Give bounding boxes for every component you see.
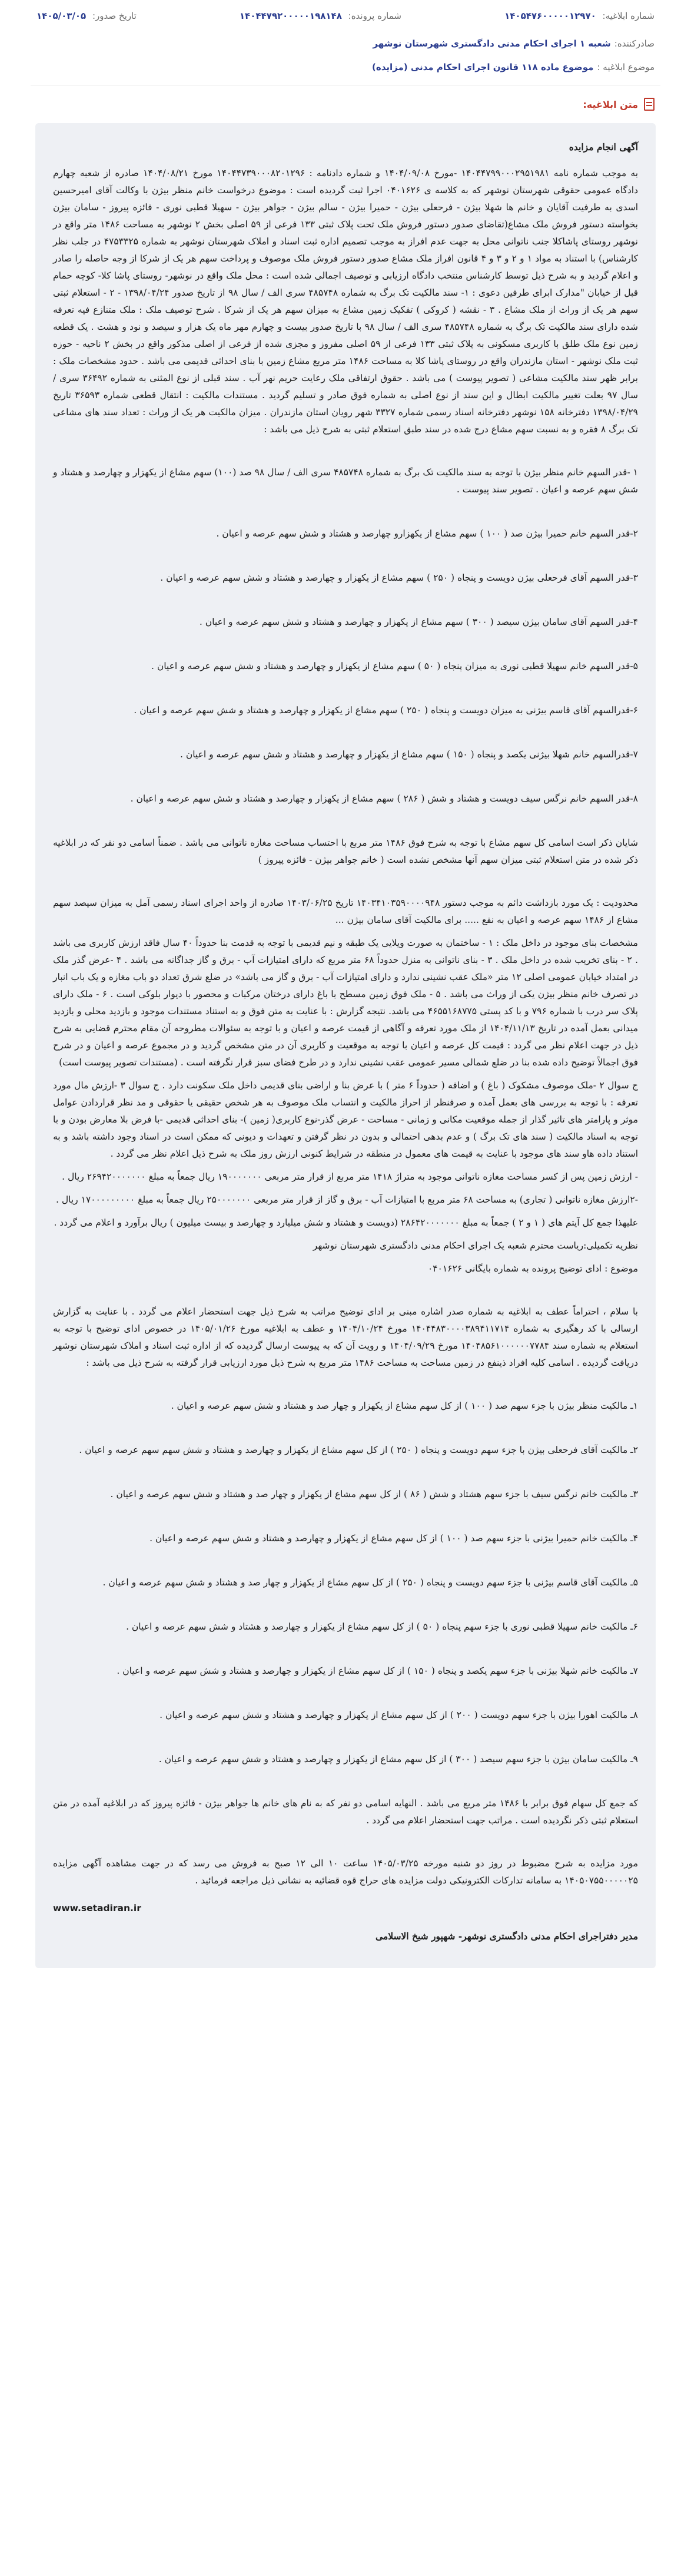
restriction-paragraph: محدودیت : یک مورد بازداشت دائم به موجب دستور ۱۴۰۳۴۱۰۳۵۹۰۰۰۰۹۴۸ تاریخ ۱۴۰۳/۰۶/۲۵ صادره از واحد اجرای اسناد رسمی آمل به میزان سیصد سهم مشاع از ۱۴۸۶ سهم عرصه و اعیان به نفع ..... برای مالکیت آقای سامان بیژن ... (53, 898, 638, 925)
issue-date: تاریخ صدور: ۱۴۰۵/۰۳/۰۵ (36, 11, 137, 21)
building-paragraph: مشخصات بنای موجود در داخل ملک : ۱ - ساختمان به صورت ویلایی یک طبقه و نیم قدیمی با توجه به قدمت بنا حدوداً ۴۰ سال فاقد ارزش کاربری می باشد . ۲ - بنای تخریب شده در داخل ملک . ۳ - بنای ناتوانی به منزل حدوداً ۶۸ متر مربع که دارای امتیازات آب - برق و گاز جداگانه می باشد . ۴ -عرض گذر ملک در امتداد خیابان عمومی اصلی ۱۲ متر «ملک عقب نشینی ندارد و دارای امتیازات آب - برق و گاز می باشد» در ضلع شرق تعداد دو باب مغازه و یک باب انبار در تصرف خانم منظر بیژن یکی از وراث می باشد . ۵ - ملک فوق زمین مسطح با باغ دارای درختان مرکبات و محصور با دیوار بلوکی است . ۶ - ملک دارای پلاک سر درب با شماره ۷۹۶ و با کد پستی ۴۶۵۵۱۶۸۷۷۵ می باشد. نتیجه گزارش : با عنایت به متن فوق و به استناد مستندات موجود و بازدید محلی و بازدید میدانی بعمل آمده در تاریخ ۱۴۰۴/۱۱/۱۳ از ملک مورد تعرفه و آگاهی از قیمت عرصه و اعیان و با توجه به سئوالات مطروحه آن مقام محترم قضایی به شرح ذیل در جهت اعلام نظر می گردد : قیمت کل عرصه و اعیان با توجه به موقعیت و کاربری آن در متن مشخص گردید و در مجموع عرصه و اعیان و در شرح فوق اجمالاً توضیح داده شده بنا در ضلع شمالی مسیر عمومی عقب نشینی ندارد و در طرح فضای سبز قرار نگرفته است . (مستندات تصویر پیوست است) (53, 938, 639, 1068)
explanation-paragraph: با سلام ، احتراماً عطف به ابلاغیه به شماره صدر اشاره مبنی بر ادای توضیح مراتب به شرح ذیل جهت استحضار اعلام می گردد . با عنایت به گزارش ارسالی با کد رهگیری به شماره ۱۴۰۴۴۸۳۰۰۰۰۳۸۹۴۱۱۷۱۴ مورخ ۱۴۰۴/۱۰/۲۴ و عطف به ابلاغیه مورخ ۱۴۰۵/۰۱/۲۶ در خصوص ادای توضیح با توجه به استعلام به شماره سند ۱۴۰۴۸۵۶۱۰۰۰۰۰۰۷۷۸۴ مورخ ۱۴۰۴/۰۹/۲۹ و رویت آن که به پیوست ارسال گردیده که از اداره ثبت اسناد و املاک شهرستان نوشهر دریافت گردیده . اسامی کلیه افراد ذینفع در زمین مساحت به مساحت ۱۴۸۶ متر مربع به شرح ذیل مورد ارزیابی قرار گرفته به شرح ذیل می باشد : (53, 1306, 639, 1368)
setadiran-link[interactable]: www.setadiran.ir (53, 1903, 141, 1913)
subject: موضوع ماده ۱۱۸ قانون اجرای احکام مدنی (مزایده) (371, 62, 594, 72)
valuation-paragraph: ج سوال ۲ -ملک موصوف مشکوک ( باغ ) و اضافه ( حدوداً ۶ متر ) با عرض بنا و اراضی بنای قدیمی داخل ملک سکونت دارد . ج سوال ۳ -ارزش مال مورد تعرفه : با توجه به بررسی های بعمل آمده و صرفنظر از احراز مالکیت و انتساب ملک موصوف به هر شخص حقیقی یا حقوقی و مد نظر قراردادن عوامل موثر و پارامتر های تاثیر گذار از جمله موقعیت مکانی و زمانی - مساحت - عرض گذر-نوع کاربری( زمین )- بنای احداثی قدیمی -با فرض بلا معارض بودن و با توجه به اسناد مالکیت ( سند های تک برگ ) و عدم بدهی احتمالی و بدون در نظر گرفتن و تعهدات و دیونی که ممکن است در اسناد وجود داشته باشد و به استناد داده هاو سند های موجود با عنایت به قیمت های معمول در منطقه در شرایط کنونی ارزش روز ملک به شرح ذیل اعلام نظر می گردد . (53, 1080, 638, 1159)
total-value-paragraph: علیهذا جمع کل آیتم های ( ۱ و ۲ ) جمعاً به مبلغ ۲۸۶۴۲۰۰۰۰۰۰۰ (دویست و هشتاد و شش میلیارد و چهارصد و بیست میلیون ) ریال برآورد و اعلام می گردد . (54, 1217, 638, 1228)
supplement-paragraph: نظریه تکمیلی:ریاست محترم شعبه یک اجرای احکام مدنی دادگستری شهرستان نوشهر (313, 1240, 638, 1251)
intro-paragraph: به موجب شماره نامه ۱۴۰۴۴۷۹۹۰۰۰۲۹۵۱۹۸۱ -مورخ ۱۴۰۴/۰۹/۰۸ و شماره دادنامه : ۱۴۰۴۴۷۳۹۰۰۰۸۲۰۱۲۹۶ مورخ ۱۴۰۴/۰۸/۲۱ صادره از شعبه چهارم دادگاه عمومی حقوقی شهرستان نوشهر که به کلاسه ی ۰۴۰۱۶۲۶ اجرا ثبت گردیده است : موضوع درخواست خانم منظر بیژن با وکالت آقای امیرحسین اسدی به طرفیت آقایان و خانم ها شهلا بیژن - فرحعلی بیژن - حمیرا بیژن - سالم بیژن - جواهر بیژن - سهیلا قطبی نوری - فائزه پیروز - سامان بیژن بخواسته دستور فروش ملک مشاع(تقاضای صدور دستور فروش ملک تحت پلاک ثبتی ۱۳۳ فرعی از ۵۹ اصلی بخش ۲ نوشهر به مساحت ۱۴۸۶ متر واقع در نوشهر روستای پاشاکلا جنب ناتوانی محل به جهت عدم افراز به موجب تصمیم اداره ثبت اسناد و املاک شهرستان نوشهر به شماره ۴۷۵۳۳۲۵ در جلب نظر کارشناس) با استناد به مواد ۱ و ۲ و ۳ و ۴ قانون افراز ملک مشاع صدور دستور فروش ملک موصوف و پرداخت سهم هر یک از شرکا از وجه حاصله را صادر و اعلام گردید و به شرح ذیل توسط کارشناس منتخب دادگاه ارزیابی و توصیف اجمالی شده است : محل ملک واقع در نوشهر- روستای پاشا کلا- کوچه حمام قبل از خیابان "مدارک ابرای طرفین دعوی : ۱- سند مالکیت تک برگ به شماره ۴۸۵۷۴۸ سری الف / سال ۹۸ از تاریخ صدور ۱۳۹۸/۰۴/۲۴ - ۲ - استعلام ثبتی سهم هر یک از وراث از ملک مشاع . ۳ - نقشه ( کروکی ) تفکیک زمین مشاع به میزان سهم هر یک از شرکا . شرح توصیف ملک : ملک متنازع فیه تعرفه شده دارای سند مالکیت تک برگ به شماره ۴۸۵۷۴۸ سری الف / سال ۹۸ با تاریخ صدور بیست و چهارم مهر ماه یک هزار و سیصد و نود و هشت . یک قطعه زمین نوع ملک طلق با کاربری مسکونی به پلاک ثبتی ۱۳۳ فرعی از ۵۹ اصلی مفروز و مجزی شده از فرعی از اصلی مذکور واقع در بخش ۲ ناحیه - حوزه ثبت ملک نوشهر - استان مازندران واقع در روستای پاشا کلا به مساحت ۱۴۸۶ متر مربع مشاع زمین با بنای احداثی قدیمی می باشد . حدود مشخصات ملک : برابر ظهر سند مالکیت مشاعی ( تصویر پیوست ) می باشد . حقوق ارتفاقی ملک رعایت حریم نهر آب . سند قبلی از نوع المثنی به شماره ۳۶۴۹۲ سری / سال ۹۷ بعلت تغییر مالکیت ابطال و این سند از نوع اصلی به شماره فوق صادر و تسلیم گردید . مستندات مالکیت : انتقال قطعی شماره ۳۶۵۹۳ تاریخ ۱۳۹۸/۰۴/۲۹ دفترخانه ۱۵۸ نوشهر دفترخانه اسناد رسمی شماره ۳۳۲۷ شهر رویان استان مازندران . میزان مالکیت هر یک از وراث : تعداد سند های مشاعی تک برگ ۸ فقره و به نسبت سهم مشاع درج شده در سند طبق استعلام ثبتی به شرح ذیل می باشد : (53, 168, 639, 435)
share-list (53, 464, 638, 498)
issuer: شعبه ۱ اجرای احکام مدنی دادگستری شهرستان نوشهر (373, 38, 611, 49)
note-paragraph: شایان ذکر است اسامی کل سهم مشاع با توجه به شرح فوق ۱۴۸۶ متر مربع با احتساب مساحت مغازه ناتوانی می باشد . ضمناً اسامی دو نفر که در ابلاغیه ذکر شده در متن استعلام ثبتی میزان سهم آنها مشخص نشده است ( خانم جواهر بیژن - فائزه پیروز ) (53, 837, 638, 865)
body-heading: آگهی انجام مزایده (569, 141, 638, 153)
owner-item: ۵ـ مالکیت آقای قاسم بیژنی با جزء سهم دویست و پنجاه ( ۲۵۰ ) از کل سهم مشاع از یکهزار و چهار صد و هشتاد و شش سهم عرصه و اعیان . (102, 1577, 638, 1588)
document-icon (644, 98, 655, 111)
share-item: ۴-قدر السهم آقای سامان بیژن سیصد ( ۳۰۰ ) سهم مشاع از یکهزار و چهارصد و هشتاد و شش سهم عرصه و اعیان . (199, 617, 638, 627)
owner-item: ۳ـ مالکیت خانم نرگس سیف با جزء سهم هشتاد و شش ( ۸۶ ) از کل سهم مشاع از یکهزار و چهار صد و هشتاد و شش سهم عرصه و اعیان . (110, 1489, 638, 1499)
share-item: ۶-قدرالسهم آقای قاسم بیژنی به میزان دویست و پنجاه ( ۲۵۰ ) سهم مشاع از یکهزار و چهارصد و هشتاد و شش سهم عرصه و اعیان . (134, 705, 638, 716)
share-item: ۵-قدر السهم خانم سهیلا قطبی نوری به میزان پنجاه ( ۵۰ ) سهم مشاع از یکهزار و چهارصد و هشتاد و شش سهم عرصه و اعیان . (151, 661, 638, 671)
owner-item: ۱ـ مالکیت منظر بیژن با جزء سهم صد ( ۱۰۰ ) از کل سهم مشاع از یکهزار و چهار صد و هشتاد و شش سهم عرصه و اعیان . (171, 1400, 638, 1411)
notice-number: شماره ابلاغیه: ۱۴۰۵۴۷۶۰۰۰۰۰۱۲۹۷۰ (504, 11, 655, 21)
notice-body (35, 123, 656, 1968)
total-shares-paragraph: که جمع کل سهام فوق برابر با ۱۴۸۶ متر مربع می باشد . النهایه اسامی دو نفر که به نام های خانم ها جواهر بیژن - فائزه پیروز که در ابلاغیه آمده در متن استعلام ثبتی ذکر نگردیده است . مراتب جهت استحضار اعلام می گردد . (53, 1798, 639, 1826)
owner-item: ۹ـ مالکیت سامان بیژن با جزء سهم سیصد ( ۳۰۰ ) از کل سهم مشاع از یکهزار و چهارصد و هشتاد و شش سهم عرصه و اعیان . (158, 1754, 638, 1764)
auction-date-paragraph: مورد مزایده به شرح مضبوط در روز دو شنبه مورخه ۱۴۰۵/۰۳/۲۵ ساعت ۱۰ الی ۱۲ صبح به فروش می رسد که در جهت مشاهده آگهی مزایده ۱۴۰۵۰۷۵۵۰۰۰۰۰۲۵ به سامانه تدارکات الکترونیکی دولت مزایده های حراج قوه قضائیه به نشانی ذیل مراجعه فرمائید . (53, 1858, 638, 1886)
owner-item: ۷ـ مالکیت خانم شهلا بیژنی با جزء سهم یکصد و پنجاه ( ۱۵۰ ) از کل سهم مشاع از یکهزار و چهارصد و هشتاد و شش سهم عرصه و اعیان . (117, 1666, 638, 1676)
owner-item: ۶ـ مالکیت خانم سهیلا قطبی نوری با جزء سهم پنجاه ( ۵۰ ) از کل سهم مشاع از یکهزار و چهارصد و هشتاد و شش سهم عرصه و اعیان . (126, 1621, 638, 1632)
share-item: ۲-قدر السهم خانم حمیرا بیژن صد ( ۱۰۰ ) سهم مشاع از یکهزارو چهارصد و هشتاد و شش سهم عرصه و اعیان . (216, 528, 638, 539)
share-item: ۳-قدر السهم آقای فرحعلی بیژن دویست و پنجاه ( ۲۵۰ ) سهم مشاع از یکهزار و چهارصد و هشتاد و شش سهم عرصه و اعیان . (160, 572, 638, 583)
land-value-paragraph: - ارزش زمین پس از کسر مساحت مغازه ناتوانی موجود به متراژ ۱۴۱۸ متر مربع از قرار متر مربعی ۱۹۰۰۰۰۰۰۰ ریال جمعاً به مبلغ ۲۶۹۴۲۰۰۰۰۰۰۰ ریال . (62, 1171, 638, 1182)
section-title: متن ابلاغیه: (0, 89, 691, 120)
owner-item: ۲ـ مالکیت آقای فرحعلی بیژن با جزء سهم دویست و پنجاه ( ۲۵۰ ) از کل سهم مشاع از یکهزار و چهارصد و هشتاد و شش سهم سهم عرصه و اعیان . (79, 1445, 638, 1455)
issuer-row: صادرکننده: شعبه ۱ اجرای احکام مدنی دادگستری شهرستان نوشهر (373, 38, 655, 49)
share-item: ۸-قدر السهم خانم نرگس سیف دویست و هشتاد و شش ( ۲۸۶ ) سهم مشاع از یکهزار و چهارصد و هشتاد و شش سهم عرصه و اعیان . (130, 793, 638, 804)
subject-row: موضوع ابلاغیه : موضوع ماده ۱۱۸ قانون اجرای احکام مدنی (مزایده) (371, 62, 655, 72)
subject-paragraph: موضوع : ادای توضیح پرونده به شماره بایگانی ۰۴۰۱۶۲۶ (427, 1263, 638, 1274)
notice-meta (0, 0, 691, 32)
shop-value-paragraph: -۲ارزش مغازه ناتوانی ( تجاری) به مساحت ۶۸ متر مربع با امتیازات آب - برق و گاز از قرار متر مربعی ۲۵۰۰۰۰۰۰۰ ریال جمعاً به مبلغ ۱۷۰۰۰۰۰۰۰۰۰ ریال . (56, 1194, 638, 1205)
signature: مدیر دفتراجرای احکام مدنی دادگستری نوشهر- شهپور شیخ الاسلامی (375, 1931, 638, 1942)
share-item: ۷-قدرالسهم خانم شهلا بیژنی یکصد و پنجاه ( ۱۵۰ ) سهم مشاع از یکهزار و چهارصد و هشتاد و شش سهم عرصه و اعیان . (180, 749, 638, 760)
owner-item: ۸ـ مالکیت اهورا بیژن با جزء سهم دویست ( ۲۰۰ ) از کل سهم مشاع از یکهزار و چهارصد و هشتاد و شش سهم عرصه و اعیان . (160, 1710, 638, 1720)
owner-item: ۴ـ مالکیت خانم حمیرا بیژنی با جزء سهم صد ( ۱۰۰ ) از کل سهم مشاع از یکهزار و چهارصد و هشتاد و شش سهم عرصه و اعیان . (150, 1533, 638, 1544)
case-number: شماره پرونده: ۱۴۰۴۴۷۹۲۰۰۰۰۰۱۹۸۱۴۸ (239, 11, 401, 21)
share-item: ۱ -قدر السهم خانم منظر بیژن با توجه به سند مالکیت تک برگ به شماره ۴۸۵۷۴۸ سری الف / سال ۹۸ صد (۱۰۰) سهم مشاع از یکهزار و چهارصد و هشتاد و شش سهم عرصه و اعیان . تصویر سند پیوست . (53, 467, 638, 495)
